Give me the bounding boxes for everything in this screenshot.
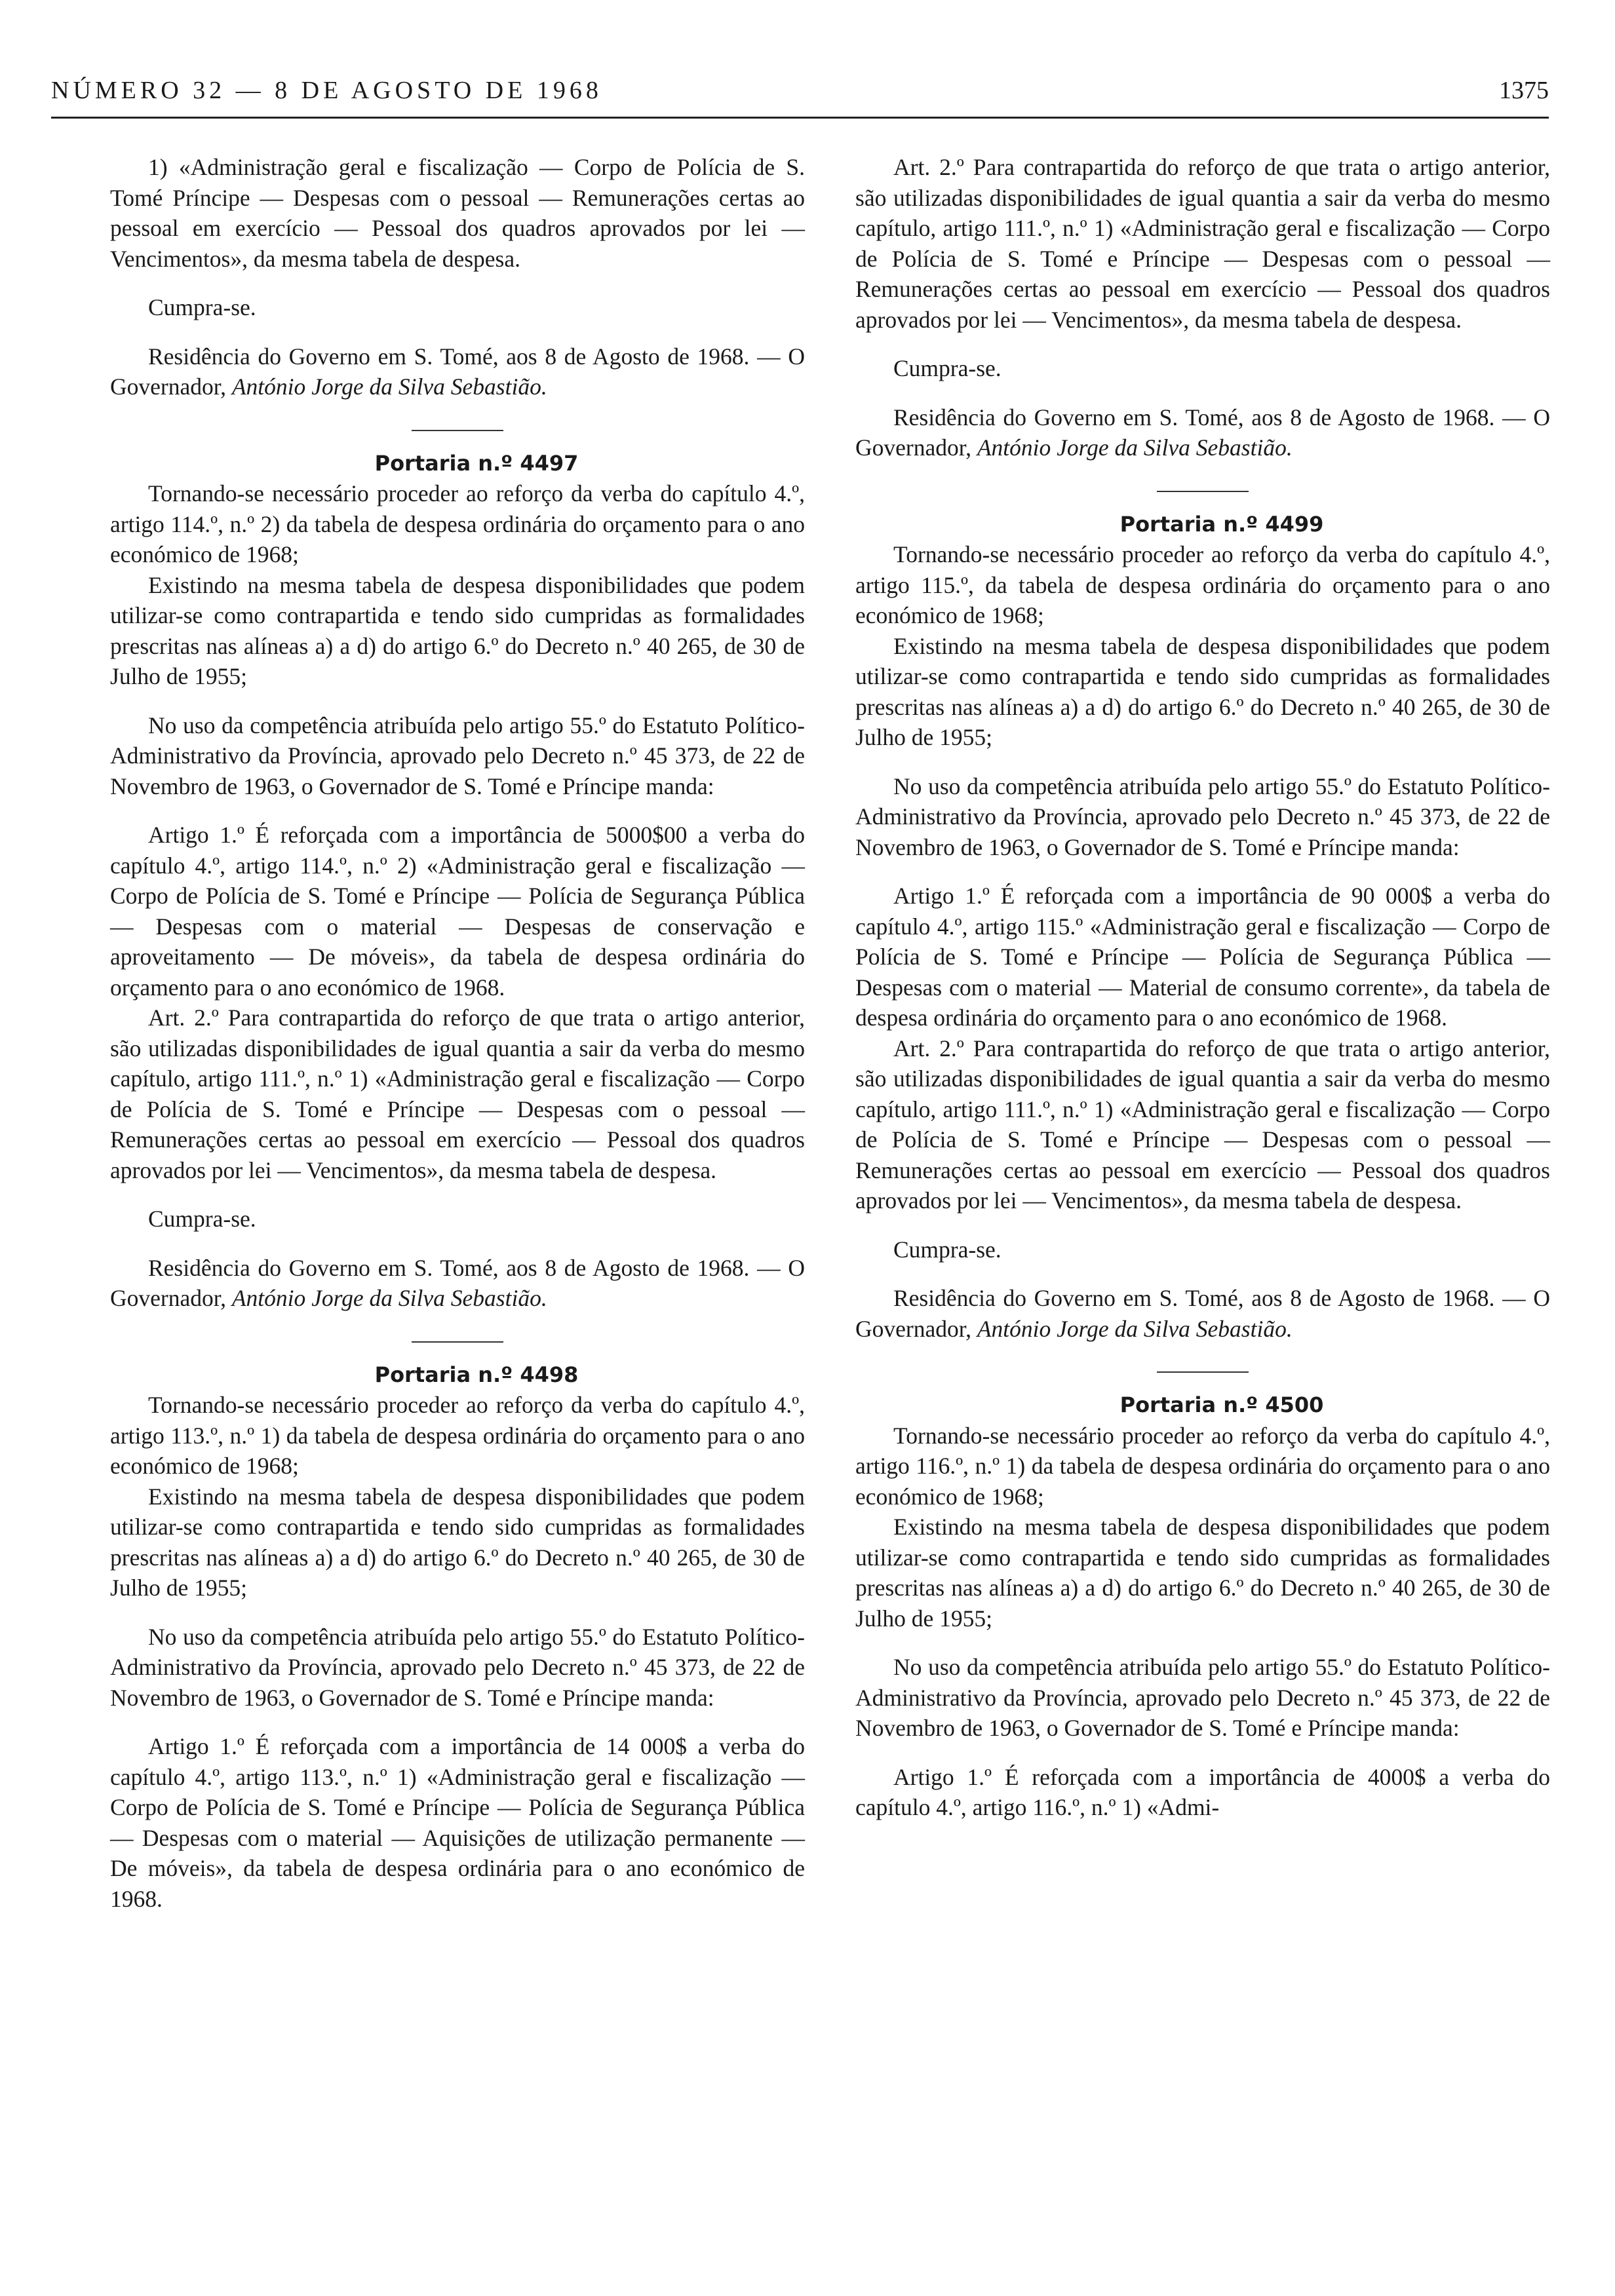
portaria-title-4500: Portaria n.º 4500 — [1119, 1392, 1324, 1417]
residencia-line — [110, 341, 805, 402]
governor-signature: António Jorge da Silva Sebastião. — [977, 434, 1293, 461]
paragraph: Existindo na mesma tabela de despesa disponibilidades que podem utilizar-se como contrapartida e tendo sido cumpridas as formalidades prescritas nas alíneas a) a d) do artigo 6.º do Decreto n.º 40 265, de 30 de Julho de 1955; — [110, 571, 805, 689]
governor-signature: António Jorge da Silva Sebastião. — [231, 1285, 547, 1311]
article-1: Artigo 1.º É reforçada com a importância de 5000$00 a verba do capítulo 4.º, artigo 114.º, n.º 2) «Administração geral e fiscalização — Corpo de Polícia de S. Tomé e Príncipe — Polícia de Segurança Pública — Despesas com o material — Despesas de conservação e aproveitamento — De móveis», da tabela de despesa ordinária do orçamento para o ano económico de 1968. — [110, 822, 805, 1001]
governor-signature: António Jorge da Silva Sebastião. — [231, 373, 547, 400]
paragraph: Tornando-se necessário proceder ao reforço da verba do capítulo 4.º, artigo 114.º, n.º 2) da tabela de despesa ordinária do orçamento para o ano económico de 1968; — [110, 480, 805, 567]
page-header — [51, 71, 1549, 119]
paragraph: Existindo na mesma tabela de despesa disponibilidades que podem utilizar-se como contrapartida e tendo sido cumpridas as formalidades prescritas nas alíneas a) a d) do artigo 6.º do Decreto n.º 40 265, de 30 de Julho de 1955; — [855, 1514, 1550, 1632]
paragraph: No uso da competência atribuída pelo artigo 55.º do Estatuto Político-Administrativo da Província, aprovado pelo Decreto n.º 45 373, de 22 de Novembro de 1963, o Governador de S. Tomé e Príncipe manda: — [855, 773, 1550, 860]
residencia-line — [110, 1253, 805, 1314]
issue-title: NÚMERO 32 — 8 DE AGOSTO DE 1968 — [51, 77, 602, 104]
cumpra-se: Cumpra-se. — [893, 355, 1002, 381]
cumpra-se: Cumpra-se. — [148, 294, 256, 320]
article-1: Artigo 1.º É reforçada com a importância de 4000$ a verba do capítulo 4.º, artigo 116.º, n.º 1) «Admi- — [855, 1763, 1550, 1820]
residencia-line — [855, 1283, 1550, 1344]
paragraph: No uso da competência atribuída pelo artigo 55.º do Estatuto Político-Administrativo da Província, aprovado pelo Decreto n.º 45 373, de 22 de Novembro de 1963, o Governador de S. Tomé e Príncipe manda: — [110, 1623, 805, 1711]
cumpra-se: Cumpra-se. — [893, 1236, 1002, 1263]
page-number: 1375 — [1499, 77, 1549, 104]
portaria-title-4499: Portaria n.º 4499 — [1119, 511, 1324, 537]
left-column — [110, 152, 805, 1914]
continued-paragraph: 1) «Administração geral e fiscalização — Corpo de Polícia de S. Tomé Príncipe — Despesas com o pessoal — Remunerações certas ao pessoal em exercício — Pessoal dos quadros aprovados por lei — Vencimentos», da mesma tabela de despesa. — [110, 154, 805, 272]
residencia-text: Residência do Governo em S. Tomé, aos 8 de Agosto de 1968. — O Governador, — [110, 1254, 805, 1311]
section-divider — [412, 430, 503, 431]
article-1: Artigo 1.º É reforçada com a importância de 14 000$ a verba do capítulo 4.º, artigo 113.º, n.º 1) «Administração geral e fiscalização — Corpo de Polícia de S. Tomé e Príncipe — Polícia de Segurança Pública — Despesas com o material — Aquisições de utilização permanente — De móveis», da tabela de despesa ordinária para o ano económico de 1968. — [110, 1733, 805, 1912]
paragraph: Tornando-se necessário proceder ao reforço da verba do capítulo 4.º, artigo 116.º, n.º 1) da tabela de despesa ordinária do orçamento para o ano económico de 1968; — [855, 1422, 1550, 1510]
governor-signature: António Jorge da Silva Sebastião. — [977, 1315, 1293, 1342]
residencia-text: Residência do Governo em S. Tomé, aos 8 de Agosto de 1968. — O Governador, — [110, 343, 805, 400]
residencia-text: Residência do Governo em S. Tomé, aos 8 de Agosto de 1968. — O Governador, — [855, 1285, 1550, 1342]
paragraph: No uso da competência atribuída pelo artigo 55.º do Estatuto Político-Administrativo da Província, aprovado pelo Decreto n.º 45 373, de 22 de Novembro de 1963, o Governador de S. Tomé e Príncipe manda: — [110, 712, 805, 799]
portaria-title-4498: Portaria n.º 4498 — [374, 1362, 579, 1387]
paragraph: Existindo na mesma tabela de despesa disponibilidades que podem utilizar-se como contrapartida e tendo sido cumpridas as formalidades prescritas nas alíneas a) a d) do artigo 6.º do Decreto n.º 40 265, de 30 de Julho de 1955; — [855, 632, 1550, 750]
article-2: Art. 2.º Para contrapartida do reforço de que trata o artigo anterior, são utilizadas disponibilidades de igual quantia a sair da verba do mesmo capítulo, artigo 111.º, n.º 1) «Administração geral e fiscalização — Corpo de Polícia de S. Tomé e Príncipe — Despesas com o pessoal — Remunerações certas ao pessoal em exercício — Pessoal dos quadros aprovados por lei — Vencimentos», da mesma tabela de despesa. — [855, 1035, 1550, 1214]
residencia-text: Residência do Governo em S. Tomé, aos 8 de Agosto de 1968. — O Governador, — [855, 404, 1550, 461]
article-1: Artigo 1.º É reforçada com a importância de 90 000$ a verba do capítulo 4.º, artigo 115.º «Administração geral e fiscalização — Corpo de Polícia de S. Tomé e Príncipe — Polícia de Segurança Pública — Despesas com o material — Material de consumo corrente», da tabela de despesa ordinária do orçamento para o ano económico de 1968. — [855, 883, 1550, 1031]
paragraph: Existindo na mesma tabela de despesa disponibilidades que podem utilizar-se como contrapartida e tendo sido cumpridas as formalidades prescritas nas alíneas a) a d) do artigo 6.º do Decreto n.º 40 265, de 30 de Julho de 1955; — [110, 1483, 805, 1601]
paragraph: No uso da competência atribuída pelo artigo 55.º do Estatuto Político-Administrativo da Província, aprovado pelo Decreto n.º 45 373, de 22 de Novembro de 1963, o Governador de S. Tomé e Príncipe manda: — [855, 1654, 1550, 1741]
paragraph: Tornando-se necessário proceder ao reforço da verba do capítulo 4.º, artigo 113.º, n.º 1) da tabela de despesa ordinária do orçamento para o ano económico de 1968; — [110, 1392, 805, 1479]
article-2: Art. 2.º Para contrapartida do reforço de que trata o artigo anterior, são utilizadas disponibilidades de igual quantia a sair da verba do mesmo capítulo, artigo 111.º, n.º 1) «Administração geral e fiscalização — Corpo de Polícia de S. Tomé e Príncipe — Despesas com o pessoal — Remunerações certas ao pessoal em exercício — Pessoal dos quadros aprovados por lei — Vencimentos», da mesma tabela de despesa. — [855, 154, 1550, 333]
right-column — [855, 152, 1550, 1823]
section-divider — [412, 1341, 503, 1343]
cumpra-se: Cumpra-se. — [148, 1206, 256, 1232]
portaria-title-4497: Portaria n.º 4497 — [374, 450, 579, 476]
article-2: Art. 2.º Para contrapartida do reforço de que trata o artigo anterior, são utilizadas disponibilidades de igual quantia a sair da verba do mesmo capítulo, artigo 111.º, n.º 1) «Administração geral e fiscalização — Corpo de Polícia de S. Tomé e Príncipe — Despesas com o pessoal — Remunerações certas ao pessoal em exercício — Pessoal dos quadros aprovados por lei — Vencimentos», da mesma tabela de despesa. — [110, 1004, 805, 1183]
residencia-line — [855, 402, 1550, 463]
paragraph: Tornando-se necessário proceder ao reforço da verba do capítulo 4.º, artigo 115.º, da tabela de despesa ordinária do orçamento para o ano económico de 1968; — [855, 541, 1550, 628]
section-divider — [1157, 491, 1249, 492]
section-divider — [1157, 1371, 1249, 1373]
